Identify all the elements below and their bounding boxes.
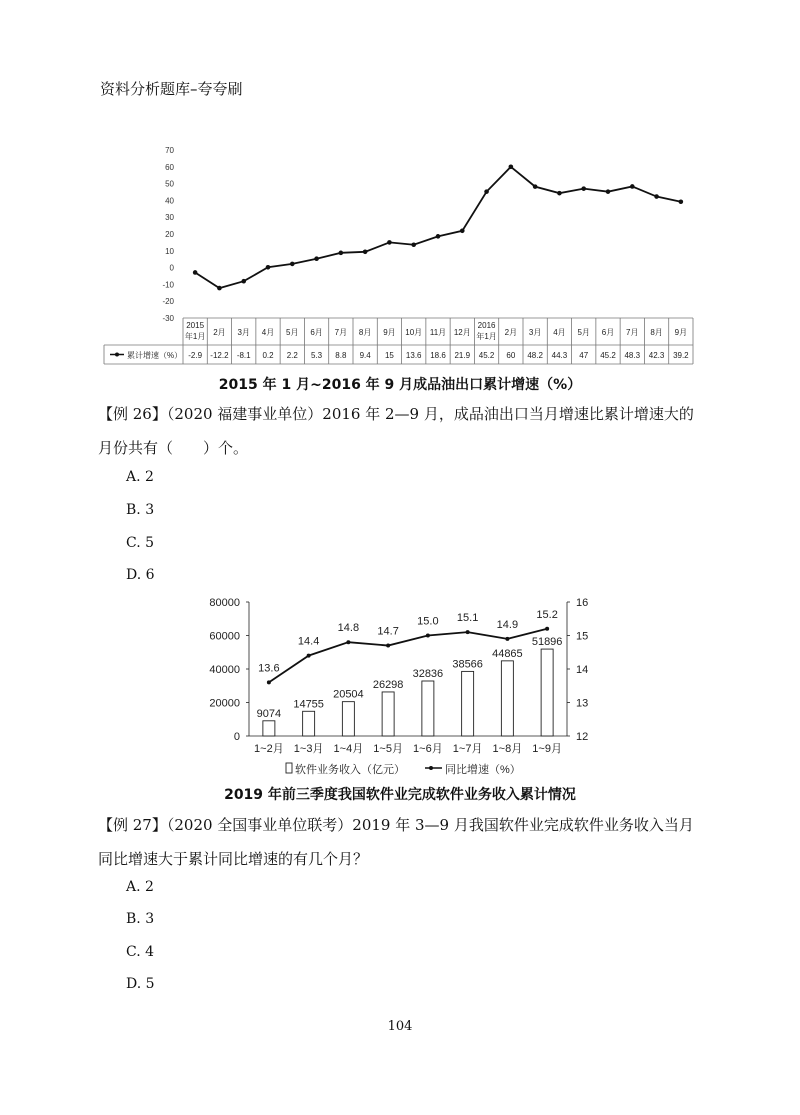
right-y-tick-label: 13 (576, 697, 589, 710)
x-tick-label: 7月 (334, 328, 348, 337)
value-label: 0.2 (262, 351, 274, 360)
x-tick-label: 2016 (477, 321, 496, 330)
bar-value-label: 51896 (531, 636, 563, 649)
page-number: 104 (387, 1019, 413, 1034)
value-label: 39.2 (673, 351, 689, 360)
data-point (484, 189, 489, 194)
data-point (290, 262, 295, 267)
x-tick-label: 1~9月 (532, 743, 562, 755)
legend-line-label: 同比增速（%） (445, 764, 521, 776)
legend-label: 累计增速（%） (127, 351, 183, 360)
data-point (581, 186, 586, 191)
left-y-tick-label: 20000 (209, 697, 240, 710)
value-label: 15 (384, 351, 394, 360)
line-value-label: 15.0 (417, 615, 439, 628)
bar-value-label: 38566 (452, 658, 483, 671)
revenue-bar (541, 649, 553, 736)
q26-option-c[interactable]: C. 5 (126, 535, 155, 551)
revenue-bar (263, 721, 275, 736)
data-point (679, 199, 684, 204)
value-label: 18.6 (430, 351, 446, 360)
y-tick-label: 70 (165, 146, 174, 155)
revenue-bar (382, 692, 394, 736)
q27-option-d[interactable]: D. 5 (126, 976, 155, 992)
data-point (411, 242, 416, 247)
left-y-tick-label: 0 (233, 731, 240, 743)
left-y-tick-label: 80000 (209, 597, 240, 609)
y-tick-label: 0 (169, 263, 174, 273)
revenue-bar (462, 671, 474, 736)
growth-line (195, 167, 681, 288)
x-tick-label: 6月 (310, 328, 323, 337)
data-point (339, 251, 344, 256)
x-tick-label: 1~8月 (492, 743, 523, 755)
q27-option-c[interactable]: C. 4 (126, 944, 155, 960)
y-tick-label: 40 (165, 196, 174, 206)
data-point (533, 184, 538, 189)
value-label: 47 (579, 351, 589, 360)
x-tick-label: 2月 (504, 328, 518, 337)
data-point (241, 279, 246, 284)
q26-option-d[interactable]: D. 6 (126, 567, 155, 583)
legend-bar-icon (286, 763, 292, 773)
line-value-label: 15.2 (536, 608, 558, 621)
bar-value-label: 14755 (293, 698, 324, 711)
data-point (387, 240, 392, 245)
y-tick-label: -10 (162, 280, 174, 290)
left-y-tick-label: 40000 (209, 664, 240, 676)
x-tick-label: 5月 (577, 328, 590, 337)
x-tick-label: 9月 (383, 328, 396, 337)
q27-option-b[interactable]: B. 3 (126, 911, 155, 927)
page-header: 资料分析题库–夸夸刷 (100, 80, 243, 98)
line-value-label: 14.4 (297, 635, 320, 648)
right-y-tick-label: 14 (576, 664, 589, 676)
chart2-caption: 2019 年前三季度我国软件业完成软件业务收入累计情况 (224, 787, 576, 803)
data-point (460, 229, 465, 234)
right-y-tick-label: 16 (576, 597, 589, 609)
legend-marker-icon (115, 353, 119, 357)
line-point (307, 654, 311, 658)
revenue-bar (303, 711, 315, 736)
data-point (654, 194, 659, 199)
x-tick-label: 1~3月 (293, 743, 324, 755)
question-27-text: 【例 27】（2020 全国事业单位联考）2019 年 3—9 月我国软件业完成软件业务收入当月同比增速大于累计同比增速的有几个月？ (98, 816, 694, 868)
legend-bar-label: 软件业务收入（亿元） (295, 764, 405, 776)
left-y-tick-label: 60000 (209, 630, 240, 643)
bar-value-label: 44865 (492, 647, 523, 660)
value-label: -2.9 (188, 351, 203, 360)
x-tick-label: 2月 (213, 328, 226, 337)
line-value-label: 14.7 (377, 625, 399, 638)
y-tick-label: 50 (165, 179, 174, 189)
bar-value-label: 20504 (333, 688, 364, 701)
value-label: 21.9 (454, 351, 471, 360)
x-tick-label: 8月 (650, 328, 663, 337)
data-point (557, 191, 562, 196)
bar-value-label: 9074 (256, 707, 282, 720)
value-label: 48.3 (624, 351, 641, 360)
y-tick-label: -20 (162, 297, 174, 307)
bar-value-label: 32836 (412, 667, 444, 680)
revenue-bar (342, 702, 354, 736)
y-tick-label: 30 (165, 213, 174, 223)
x-tick-label: 8月 (358, 328, 372, 337)
value-label: 9.4 (359, 351, 371, 360)
x-tick-label: 2015 (186, 321, 205, 330)
q27-option-a[interactable]: A. 2 (126, 879, 154, 895)
revenue-bar (501, 661, 513, 736)
x-tick-label: 1~5月 (373, 743, 403, 755)
data-point (363, 250, 368, 255)
legend-marker-icon (429, 766, 433, 770)
x-tick-label: 1~4月 (333, 743, 364, 755)
x-tick-label: 7月 (626, 328, 639, 337)
x-tick-label: 6月 (601, 328, 615, 337)
line-value-label: 14.9 (496, 618, 519, 631)
x-tick-label: 1~6月 (413, 743, 443, 755)
q26-option-b[interactable]: B. 3 (126, 502, 155, 518)
data-point (217, 286, 222, 291)
question-26-text: 【例 26】（2020 福建事业单位）2016 年 2—9 月，成品油出口当月增速比累计增速大的月份共有（ ）个。 (98, 405, 694, 457)
line-point (267, 680, 271, 684)
y-tick-label: 10 (165, 246, 174, 256)
chart1-caption: 2015 年 1 月~2016 年 9 月成品油出口累计增速（%） (218, 377, 582, 393)
q26-option-a[interactable]: A. 2 (126, 469, 154, 485)
data-point (266, 265, 271, 270)
data-point (509, 165, 514, 170)
x-tick-label: 5月 (286, 328, 299, 337)
x-tick-label: 4月 (553, 328, 566, 337)
x-tick-label: 年1月 (476, 332, 497, 341)
x-tick-label: 12月 (453, 328, 471, 337)
line-point (426, 634, 430, 638)
value-label: 2.2 (286, 351, 298, 360)
right-y-tick-label: 15 (576, 630, 589, 643)
x-tick-label: 3月 (528, 328, 542, 337)
bar-value-label: 26298 (372, 678, 404, 691)
value-label: 45.2 (600, 351, 616, 360)
x-tick-label: 10月 (405, 328, 423, 337)
x-tick-label: 1~7月 (452, 743, 483, 755)
x-tick-label: 3月 (237, 328, 250, 337)
value-label: 5.3 (311, 351, 323, 360)
y-tick-label: 20 (165, 230, 174, 239)
line-point (386, 644, 390, 648)
value-label: 48.2 (527, 351, 543, 360)
x-tick-label: 年1月 (184, 332, 206, 341)
software-revenue-combo-chart (0, 590, 800, 790)
y-tick-label: -30 (162, 314, 174, 323)
value-label: 13.6 (405, 351, 422, 360)
data-point (436, 234, 441, 239)
data-point (630, 184, 635, 189)
line-value-label: 15.1 (456, 612, 479, 625)
value-label: 60 (506, 351, 516, 360)
line-point (545, 627, 549, 631)
value-label: -8.1 (236, 351, 251, 360)
line-value-label: 13.6 (258, 662, 280, 675)
y-tick-label: 60 (165, 162, 174, 172)
value-label: -12.2 (210, 351, 229, 360)
line-point (505, 637, 509, 641)
export-growth-line-chart (0, 0, 800, 380)
x-tick-label: 11月 (429, 328, 447, 337)
x-tick-label: 1~2月 (254, 743, 284, 755)
value-label: 42.3 (648, 351, 665, 360)
data-point (193, 270, 198, 275)
right-y-tick-label: 12 (576, 731, 589, 743)
value-label: 44.3 (551, 351, 568, 360)
value-label: 45.2 (478, 351, 495, 360)
line-point (346, 640, 350, 644)
data-point (314, 256, 319, 261)
value-label: 8.8 (335, 351, 347, 360)
x-tick-label: 4月 (261, 328, 275, 337)
revenue-bar (422, 681, 434, 736)
x-tick-label: 9月 (674, 328, 688, 337)
line-point (466, 630, 470, 634)
line-value-label: 14.8 (337, 622, 360, 635)
data-point (606, 189, 611, 194)
